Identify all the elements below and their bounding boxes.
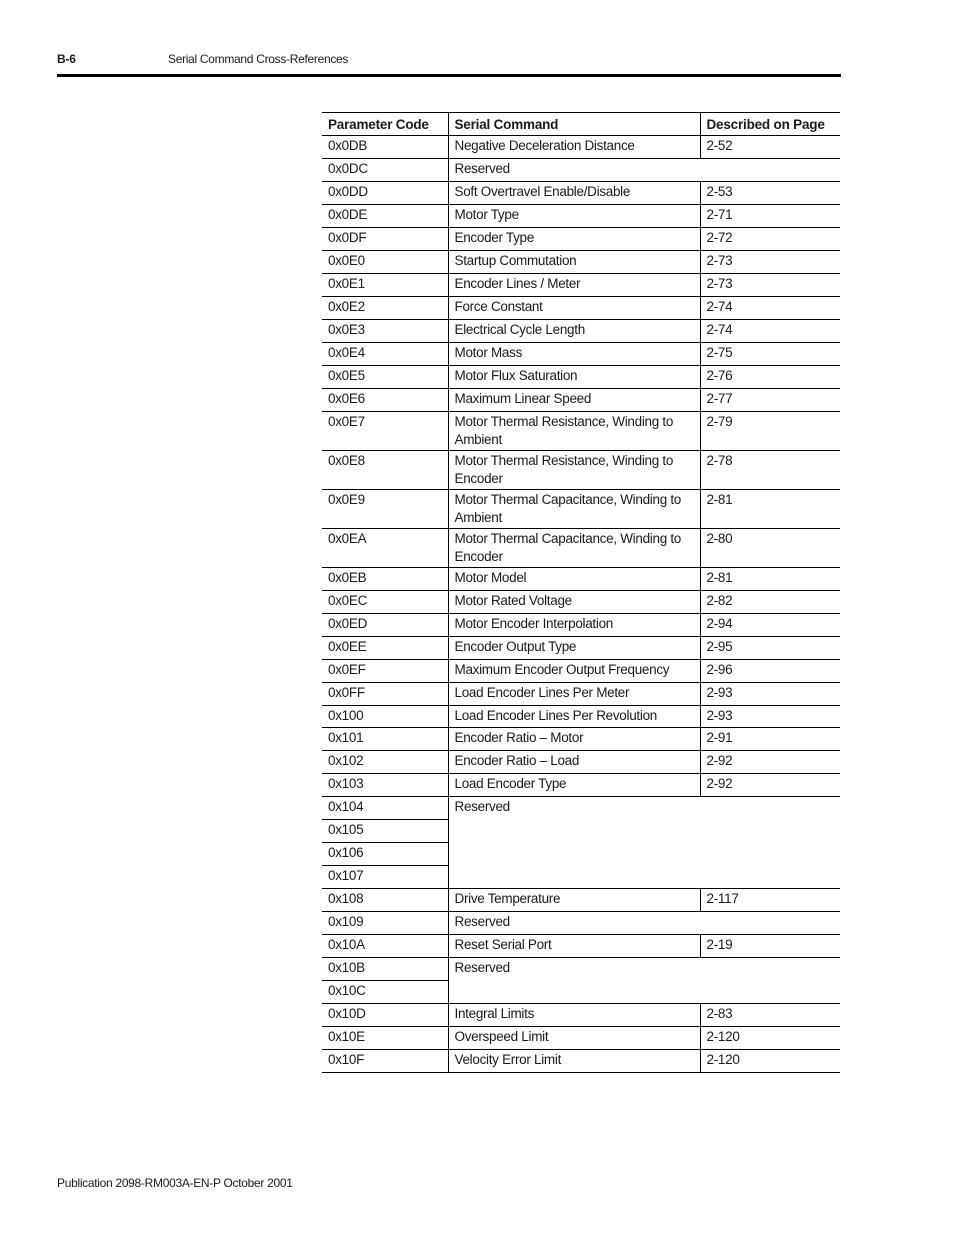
parameter-code-cell: 0x102 <box>322 750 448 773</box>
serial-command-cell: Force Constant <box>448 297 700 320</box>
page-reference-cell: 2-117 <box>700 888 840 911</box>
page-reference-cell: 2-52 <box>700 136 840 159</box>
serial-command-cell: Motor Rated Voltage <box>448 591 700 614</box>
parameter-code-cell: 0x0E2 <box>322 297 448 320</box>
table-row <box>322 490 840 529</box>
table-body <box>322 136 840 1073</box>
page-reference-cell: 2-91 <box>700 727 840 750</box>
parameter-code-cell: 0x0E8 <box>322 451 448 490</box>
parameter-code-cell: 0x0DB <box>322 136 448 159</box>
page-reference-cell: 2-74 <box>700 320 840 343</box>
page-reference-cell: 2-79 <box>700 412 840 451</box>
page-reference-cell: 2-71 <box>700 205 840 228</box>
serial-command-cell: Integral Limits <box>448 1003 700 1026</box>
serial-command-cell: Encoder Output Type <box>448 637 700 660</box>
serial-command-cell: Motor Thermal Capacitance, Winding to Ambient <box>448 490 700 529</box>
serial-command-cell: Load Encoder Type <box>448 773 700 796</box>
parameter-code-cell: 0x10A <box>322 934 448 957</box>
serial-command-cell: Motor Thermal Resistance, Winding to Ambient <box>448 412 700 451</box>
publication-footer: Publication 2098-RM003A-EN-P October 2001 <box>57 1176 293 1190</box>
parameter-code-cell: 0x108 <box>322 888 448 911</box>
table-row <box>322 614 840 637</box>
page-reference-cell: 2-120 <box>700 1026 840 1049</box>
parameter-code-cell: 0x0E1 <box>322 274 448 297</box>
parameter-code-cell: 0x10D <box>322 1003 448 1026</box>
table-row <box>322 934 840 957</box>
page-reference-cell: 2-120 <box>700 1049 840 1072</box>
serial-command-cell: Overspeed Limit <box>448 1026 700 1049</box>
table-row <box>322 529 840 568</box>
table-row <box>322 1026 840 1049</box>
parameter-code-cell: 0x0E7 <box>322 412 448 451</box>
parameter-code-cell: 0x101 <box>322 727 448 750</box>
parameter-code-cell: 0x105 <box>322 819 448 842</box>
table-row <box>322 343 840 366</box>
table-row <box>322 228 840 251</box>
parameter-code-cell: 0x0EE <box>322 637 448 660</box>
table-row <box>322 366 840 389</box>
parameter-code-cell: 0x0EC <box>322 591 448 614</box>
page-reference-cell: 2-96 <box>700 660 840 683</box>
serial-command-cell: Reserved <box>448 159 840 182</box>
page-reference-cell: 2-76 <box>700 366 840 389</box>
page-reference-cell: 2-81 <box>700 490 840 529</box>
parameter-code-cell: 0x0EB <box>322 568 448 591</box>
table-row <box>322 660 840 683</box>
serial-command-cell: Motor Thermal Resistance, Winding to Encoder <box>448 451 700 490</box>
serial-command-cell: Encoder Type <box>448 228 700 251</box>
serial-command-cell: Maximum Encoder Output Frequency <box>448 660 700 683</box>
serial-command-cell: Encoder Lines / Meter <box>448 274 700 297</box>
parameter-code-cell: 0x10E <box>322 1026 448 1049</box>
serial-command-cell: Maximum Linear Speed <box>448 389 700 412</box>
table-row <box>322 888 840 911</box>
page-reference-cell: 2-81 <box>700 568 840 591</box>
parameter-code-cell: 0x0EF <box>322 660 448 683</box>
parameter-code-cell: 0x0FF <box>322 683 448 706</box>
parameter-code-cell: 0x0EA <box>322 529 448 568</box>
serial-command-cell: Reset Serial Port <box>448 934 700 957</box>
page-reference-cell: 2-82 <box>700 591 840 614</box>
serial-command-cell: Negative Deceleration Distance <box>448 136 700 159</box>
page-reference-cell: 2-74 <box>700 297 840 320</box>
serial-command-cell: Electrical Cycle Length <box>448 320 700 343</box>
parameter-code-cell: 0x0DC <box>322 159 448 182</box>
page-reference-cell: 2-83 <box>700 1003 840 1026</box>
table-row <box>322 182 840 205</box>
table-row <box>322 412 840 451</box>
parameter-code-cell: 0x106 <box>322 842 448 865</box>
column-header-parameter-code: Parameter Code <box>322 113 448 136</box>
parameter-code-cell: 0x0E5 <box>322 366 448 389</box>
serial-command-cell: Motor Flux Saturation <box>448 366 700 389</box>
serial-command-cell: Drive Temperature <box>448 888 700 911</box>
page-reference-cell: 2-92 <box>700 750 840 773</box>
table-row <box>322 637 840 660</box>
parameter-code-cell: 0x0DE <box>322 205 448 228</box>
table-row <box>322 159 840 182</box>
section-title: Serial Command Cross-References <box>168 52 349 66</box>
table-row <box>322 911 840 934</box>
serial-command-cell: Motor Model <box>448 568 700 591</box>
serial-command-cell: Startup Commutation <box>448 251 700 274</box>
table-row <box>322 706 840 728</box>
parameter-code-cell: 0x103 <box>322 773 448 796</box>
table-row <box>322 750 840 773</box>
page-reference-cell: 2-95 <box>700 637 840 660</box>
serial-command-cell: Motor Mass <box>448 343 700 366</box>
parameter-code-cell: 0x107 <box>322 865 448 888</box>
page-reference-cell: 2-93 <box>700 706 840 728</box>
table-row <box>322 251 840 274</box>
table-row <box>322 957 840 980</box>
table-row <box>322 1049 840 1072</box>
serial-command-cell: Reserved <box>448 911 840 934</box>
column-header-serial-command: Serial Command <box>448 113 700 136</box>
page-reference-cell: 2-73 <box>700 251 840 274</box>
page-header <box>0 0 954 80</box>
serial-command-cell: Reserved <box>448 957 840 1003</box>
table-row <box>322 568 840 591</box>
parameter-code-cell: 0x0E6 <box>322 389 448 412</box>
serial-command-cell: Soft Overtravel Enable/Disable <box>448 182 700 205</box>
parameter-code-cell: 0x0DD <box>322 182 448 205</box>
parameter-code-cell: 0x10C <box>322 980 448 1003</box>
page-reference-cell: 2-80 <box>700 529 840 568</box>
page-reference-cell: 2-72 <box>700 228 840 251</box>
table-row <box>322 389 840 412</box>
table-row <box>322 796 840 819</box>
serial-command-cell: Load Encoder Lines Per Revolution <box>448 706 700 728</box>
parameter-code-cell: 0x10F <box>322 1049 448 1072</box>
page-reference-cell: 2-94 <box>700 614 840 637</box>
parameter-code-cell: 0x100 <box>322 706 448 728</box>
serial-command-cell: Encoder Ratio – Load <box>448 750 700 773</box>
table-row <box>322 683 840 706</box>
parameter-code-cell: 0x109 <box>322 911 448 934</box>
serial-command-cell: Velocity Error Limit <box>448 1049 700 1072</box>
table-row <box>322 136 840 159</box>
parameter-code-cell: 0x104 <box>322 796 448 819</box>
parameter-code-cell: 0x0E0 <box>322 251 448 274</box>
parameter-code-cell: 0x0E9 <box>322 490 448 529</box>
page-number: B-6 <box>57 52 76 66</box>
parameter-code-cell: 0x0DF <box>322 228 448 251</box>
serial-command-cell: Load Encoder Lines Per Meter <box>448 683 700 706</box>
table-row <box>322 1003 840 1026</box>
serial-command-cell: Motor Thermal Capacitance, Winding to Encoder <box>448 529 700 568</box>
header-rule <box>57 74 841 77</box>
table-row <box>322 205 840 228</box>
page-reference-cell: 2-77 <box>700 389 840 412</box>
table-row <box>322 297 840 320</box>
parameter-code-cell: 0x0ED <box>322 614 448 637</box>
parameter-code-cell: 0x0E4 <box>322 343 448 366</box>
page-reference-cell: 2-92 <box>700 773 840 796</box>
page-reference-cell: 2-53 <box>700 182 840 205</box>
parameter-code-cell: 0x10B <box>322 957 448 980</box>
serial-command-cell: Motor Type <box>448 205 700 228</box>
page-reference-cell: 2-75 <box>700 343 840 366</box>
column-header-described-on-page: Described on Page <box>700 113 840 136</box>
table-row <box>322 591 840 614</box>
parameter-code-cell: 0x0E3 <box>322 320 448 343</box>
page-reference-cell: 2-78 <box>700 451 840 490</box>
cross-reference-table <box>322 112 840 1073</box>
table-row <box>322 727 840 750</box>
table-row <box>322 274 840 297</box>
serial-command-cell: Reserved <box>448 796 840 888</box>
page-reference-cell: 2-73 <box>700 274 840 297</box>
table-row <box>322 451 840 490</box>
serial-command-cell: Motor Encoder Interpolation <box>448 614 700 637</box>
serial-command-cell: Encoder Ratio – Motor <box>448 727 700 750</box>
table-header-row <box>322 113 840 136</box>
page-reference-cell: 2-19 <box>700 934 840 957</box>
page-reference-cell: 2-93 <box>700 683 840 706</box>
table-row <box>322 773 840 796</box>
table-row <box>322 320 840 343</box>
